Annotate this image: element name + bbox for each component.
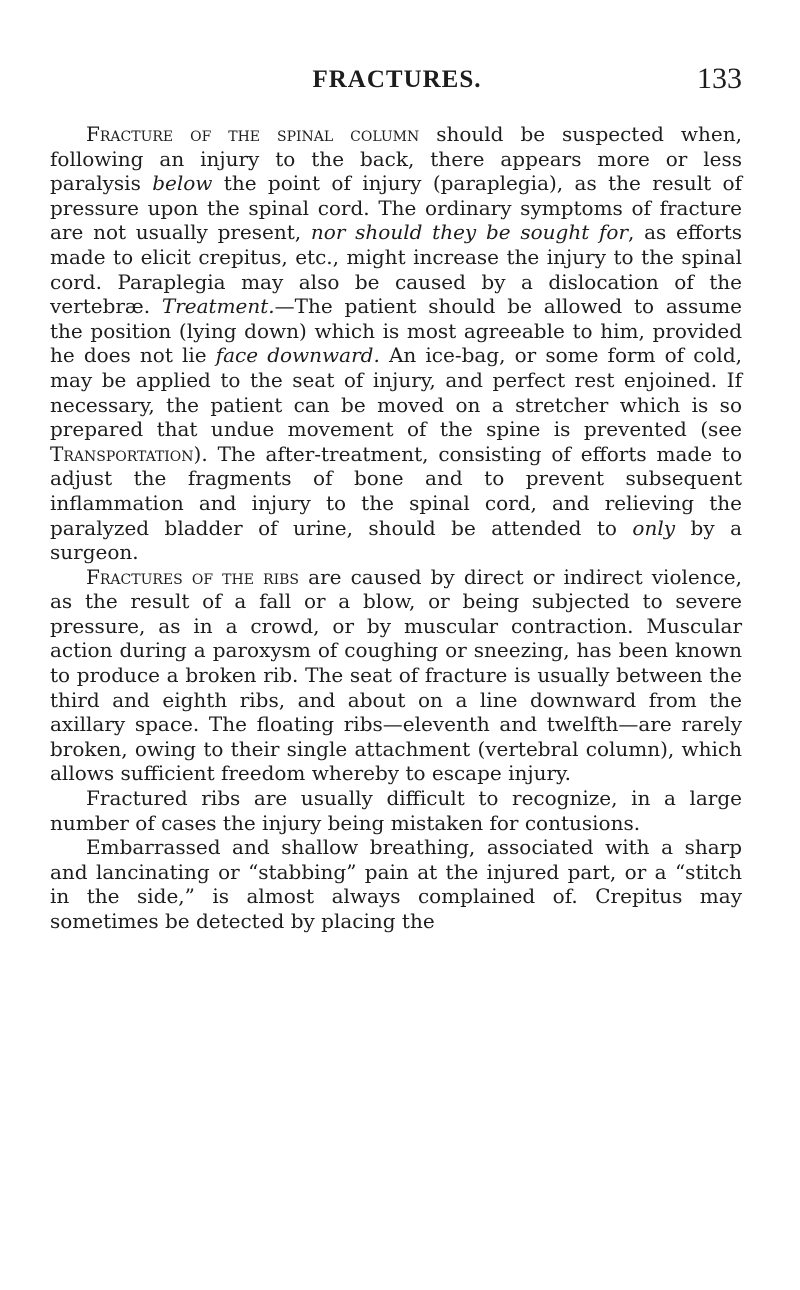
emphasis-face-downward: face downward. — [215, 343, 380, 368]
emphasis-treatment: Treatment. — [161, 294, 275, 319]
paragraph-fractured-ribs-recognition: Fractured ribs are usually difficult to recognize, in a large number of cases the injury being mistaken for contusions. — [50, 786, 742, 835]
page-header — [52, 62, 742, 106]
paragraph-breathing-symptoms: Embarrassed and shallow breathing, associated with a sharp and lancinating or “stabbing” pain at the injured part, or a “stitch in the side,” is almost always complained of. Crepitus may sometimes be detected by placing the — [50, 835, 742, 933]
text-span: are caused by direct or indirect violence, as the result of a fall or a blow, or being subjected to severe pressure, as in a crowd, or by muscular contraction. Muscular action during a paroxysm of coughing or sneezing, has been known to produce a broken rib. The seat of fracture is usually between the third and eighth ribs, and about on a line downward from the axillary space. The floating ribs—eleventh and twelfth—are rarely broken, owing to their single attachment (vertebral column), which allows sufficient freedom whereby to escape injury. — [50, 564, 742, 786]
text-span: , as efforts made to elicit crepitus, etc., might increase the injury to the spinal cord. Paraplegia may also be caused by a dislocation of the vertebræ. — [50, 220, 743, 319]
cross-reference-transportation: Transportation — [50, 441, 194, 466]
text-span: —The patient should be allowed to assume the position (lying down) which is most agreeable to him, provided he does not lie — [50, 294, 743, 368]
running-title: FRACTURES. — [312, 66, 482, 93]
emphasis-below: below — [152, 171, 213, 196]
section-lead-spinal-column: Fracture of the spinal column — [86, 122, 420, 146]
paragraph-rib-fractures — [50, 565, 742, 786]
section-lead-ribs: Fractures of the ribs — [86, 564, 300, 589]
text-span: by a surgeon. — [50, 515, 742, 565]
paragraph-spinal-fracture — [50, 122, 742, 565]
body-text — [50, 122, 742, 934]
text-span: An ice-bag, or some form of cold, may be applied to the seat of injury, and perfect rest enjoined. If necessary, the patient can be moved on a stretcher which is so prepared that undue movement of the spine is prevented (see — [50, 343, 742, 442]
text-span: ). The after-treatment, consisting of efforts made to adjust the fragments of bone and to prevent subsequent inflammation and injury to the spinal cord, and relieving the paralyzed bladder of urine, should be attended to — [50, 441, 742, 540]
text-span: should be suspected when, following an injury to the back, there appears more or less paralysis — [50, 122, 742, 196]
emphasis-only: only — [632, 515, 676, 540]
emphasis-nor-sought: nor should they be sought for — [310, 220, 629, 245]
page-number: 133 — [697, 62, 742, 95]
text-span: the point of injury (paraplegia), as the result of pressure upon the spinal cord. The ordinary symptoms of fracture are not usually present, — [50, 171, 743, 245]
